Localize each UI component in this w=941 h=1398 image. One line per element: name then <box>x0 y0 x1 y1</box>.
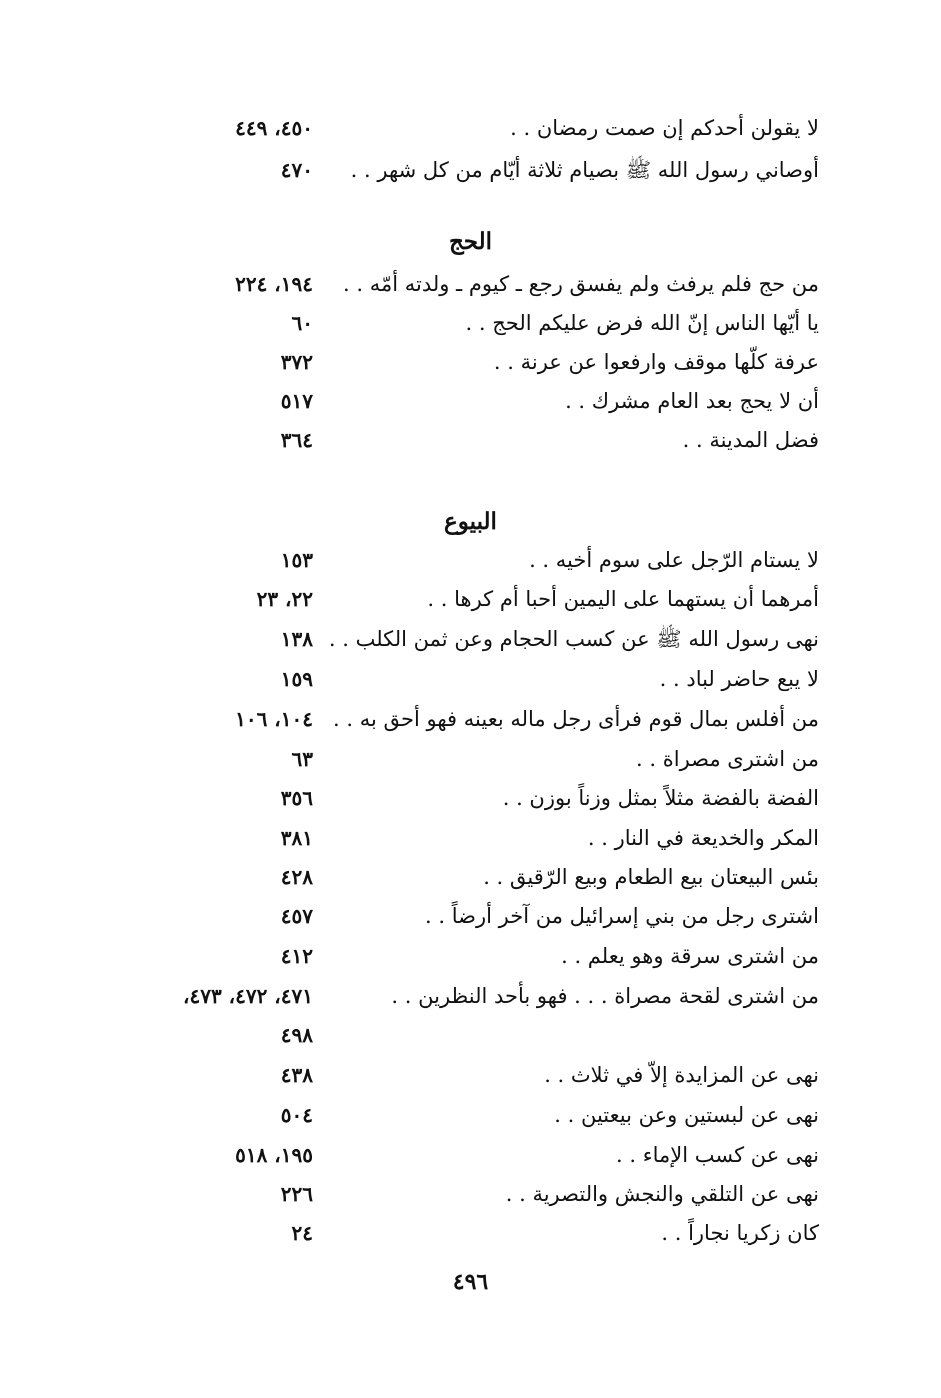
index-entry <box>0 150 941 190</box>
page-references: ٦٣ <box>291 747 313 771</box>
page-references: ٤٧٠ <box>280 158 313 182</box>
hadith-text: فضل المدينة . . <box>682 428 819 452</box>
page-references: ١٩٤، ٢٢٤ <box>235 272 313 296</box>
index-entry <box>0 857 941 897</box>
page-references: ١٣٨ <box>280 627 313 651</box>
index-entry <box>0 342 941 382</box>
index-entry <box>0 264 941 304</box>
hadith-text: كان زكريا نجاراً . . <box>661 1221 819 1245</box>
index-entry <box>0 778 941 818</box>
hadith-text: نهى عن المزايدة إلاّ في ثلاث . . <box>544 1063 819 1087</box>
index-entry <box>0 936 941 976</box>
hadith-text: الفضة بالفضة مثلاً بمثل وزناً بوزن . . <box>502 786 819 810</box>
page-references: ٥٠٤ <box>280 1103 313 1127</box>
page-references: ٤٢٨ <box>280 865 313 889</box>
page-number: ٤٩٦ <box>452 1269 489 1295</box>
index-entry <box>0 303 941 343</box>
hadith-text: بئس البيعتان بيع الطعام وبيع الرّقيق . . <box>483 865 819 889</box>
hadith-text: المكر والخديعة في النار . . <box>587 826 819 850</box>
hadith-text: أن لا يحج بعد العام مشرك . . <box>565 389 819 413</box>
section-heading-hajj: الحج <box>448 228 493 255</box>
page-references: ٤٥٧ <box>280 904 313 928</box>
hadith-text: نهى عن لبستين وعن بيعتين . . <box>554 1103 819 1127</box>
index-entry <box>0 739 941 779</box>
index-entry <box>0 976 941 1016</box>
page-references: ٤٣٨ <box>280 1063 313 1087</box>
hadith-text: نهى عن التلقي والنجش والتصرية . . <box>505 1182 819 1206</box>
hadith-text: اشترى رجل من بني إسرائيل من آخر أرضاً . . <box>425 904 819 928</box>
section-heading-sales: البيوع <box>444 508 497 535</box>
page-references: ٣٨١ <box>280 826 313 850</box>
hadith-text: عرفة كلّها موقف وارفعوا عن عرنة . . <box>493 350 819 374</box>
index-entry <box>0 540 941 580</box>
index-entry <box>0 1174 941 1214</box>
page-references: ٣٥٦ <box>280 786 313 810</box>
hadith-text: من حج فلم يرفث ولم يفسق رجع ـ كيوم ـ ولدته أمّه . . <box>343 272 819 296</box>
index-entry <box>0 659 941 699</box>
page-references: ٣٦٤ <box>280 428 313 452</box>
index-entry <box>0 1213 941 1253</box>
hadith-text: من اشترى سرقة وهو يعلم . . <box>561 944 819 968</box>
index-entry-continuation <box>0 1015 941 1055</box>
index-entry <box>0 619 941 659</box>
hadith-text: أمرهما أن يستهما على اليمين أحبا أم كرها . . <box>427 587 819 611</box>
index-entry <box>0 1095 941 1135</box>
index-entry <box>0 1055 941 1095</box>
hadith-text: لا يستام الرّجل على سوم أخيه . . <box>529 548 819 572</box>
page-references: ٤١٢ <box>280 944 313 968</box>
hadith-text: لا يقولن أحدكم إن صمت رمضان . . <box>510 116 819 140</box>
index-entry <box>0 896 941 936</box>
hadith-text: نهى عن كسب الإماء . . <box>616 1143 819 1167</box>
page-references: ٥١٧ <box>280 389 313 413</box>
hadith-text: أوصاني رسول الله ﷺ بصيام ثلاثة أيّام من كل شهر . . <box>350 158 819 182</box>
hadith-text: من أفلس بمال قوم فرأى رجل ماله بعينه فهو أحق به . . <box>333 707 819 731</box>
page-references: ٦٠ <box>291 311 313 335</box>
page-references: ٤٧١، ٤٧٢، ٤٧٣، <box>182 984 313 1008</box>
hadith-text: نهى رسول الله ﷺ عن كسب الحجام وعن ثمن الكلب . . <box>328 627 819 651</box>
index-entry <box>0 381 941 421</box>
hadith-text: لا يبع حاضر لباد . . <box>659 667 819 691</box>
page-references: ٢٢، ٢٣ <box>256 587 313 611</box>
hadith-text: من اشترى مصراة . . <box>636 747 819 771</box>
page-references: ٤٩٨ <box>280 1023 313 1047</box>
page-references: ٢٢٦ <box>280 1182 313 1206</box>
page-references: ١٩٥، ٥١٨ <box>235 1143 313 1167</box>
page-references: ٣٧٢ <box>280 350 313 374</box>
index-entry <box>0 108 941 148</box>
index-entry <box>0 1135 941 1175</box>
index-entry <box>0 579 941 619</box>
index-entry <box>0 420 941 460</box>
page-references: ١٥٣ <box>280 548 313 572</box>
page-references: ٢٤ <box>291 1221 313 1245</box>
index-entry <box>0 699 941 739</box>
page-references: ٤٥٠، ٤٤٩ <box>235 116 313 140</box>
hadith-text: يا أيّها الناس إنّ الله فرض عليكم الحج . . <box>465 311 819 335</box>
index-entry <box>0 818 941 858</box>
page-references: ١٥٩ <box>280 667 313 691</box>
hadith-text: من اشترى لقحة مصراة . . . فهو بأحد النظرين . . <box>391 984 819 1008</box>
page-references: ١٠٤، ١٠٦ <box>235 707 313 731</box>
